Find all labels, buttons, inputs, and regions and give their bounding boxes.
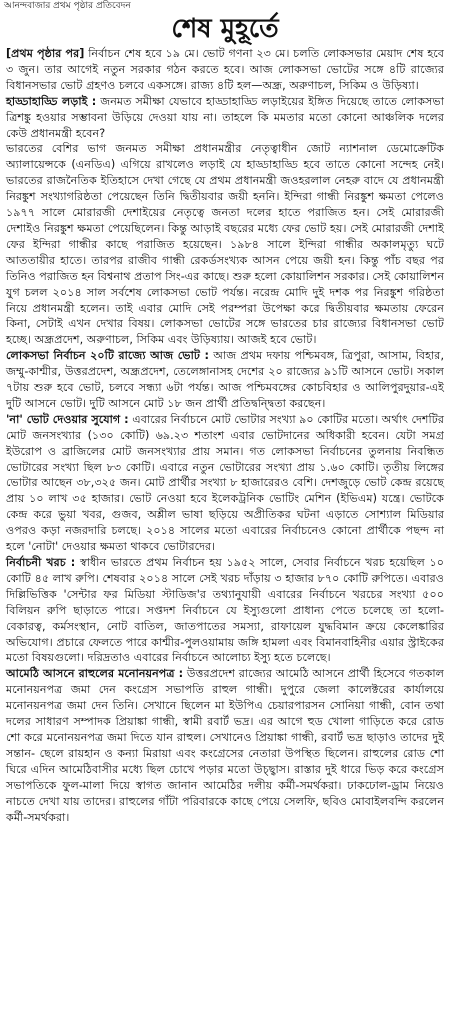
paragraph-todays-vote [6,348,444,412]
paragraph-history [6,141,444,348]
paragraph-text: জনমত সমীক্ষা যেভাবে হাড্ডাহাড্ডি লড়াইয়ের ইঙ্গিত দিয়েছে তাতে লোকসভা ত্রিশঙ্কু হওয়ার সম্ভাবনা উড়িয়ে দেওয়া যায় না। তাহলে কি মমতার মতো কোনো আঞ্চলিক দলের কেউ প্রধানমন্ত্রী হবেন? [6,94,444,140]
paragraph-amethi [6,666,444,825]
paragraph-text: উত্তরপ্রদেশ রাজ্যের আমেঠি আসনে প্রার্থী হিসেবে গতকাল মনোনয়নপত্র জমা দেন কংগ্রেস সভাপতি রাহুল গান্ধী। দুপুরে জেলা কালেক্টরের কার্যালয়ে মনোনয়নপত্র জমা দেন তিনি। সেখানে ছিলেন মা ইউপিএ চেয়ারপারসন সোনিয়া গান্ধী, বোন তথা দলের সাধারণ সম্পাদক প্রিয়াঙ্কা গান্ধী, স্বামী রবার্ট ভদ্র। এর আগে হুড খোলা গাড়িতে করে রোড শো করে মনোনয়নপত্র জমা দিতে যান রাহুল। সেখানেও প্রিয়াঙ্কা গান্ধী, রবার্ট ভদ্র ছাড়াও তাদের দুই সন্তান- ছেলে রায়হান ও কন্যা মিরায়া এবং কংগ্রেসের নেতারা উপস্থিত ছিলেন। রাহুলের রোড শো ঘিরে এদিন আমেঠিবাসীর মধ্যে ছিল চোখে পড়ার মতো উচ্ছ্বাস। রাস্তার দুই ধারে ভিড় করে কংগ্রেস সভাপতিকে ফুল-মালা দিয়ে স্বাগত জানান আমেঠির দলীয় কর্মী-সমর্থকরা। ঢাকঢোল-ড্রাম নিয়েও নাচতে দেখা যায় তাদের। রাহুলের গাঁটা পরিবারকে কাছে পেয়ে সেলফি, ছবিও মোবাইলবন্দি করলেন কর্মী-সমর্থকরা। [6,667,444,824]
top-fragment: আনন্দবাজার প্রথম পৃষ্ঠার প্রতিবেদন [4,1,131,11]
paragraph-intro [6,46,444,94]
paragraph-lead: আমেঠি আসনে রাহুলের মনোনয়নপত্র : [6,667,184,681]
paragraph-nota [6,412,444,555]
paragraph-lead: 'না' ভোট দেওয়ার সুযোগ : [6,412,129,426]
paragraph-lead: লোকসভা নির্বাচন ২০টি রাজ্যে আজ ভোট : [6,349,210,363]
headline: শেষ মুহূর্তে [171,14,279,44]
paragraph-election-cost [6,555,444,666]
paragraph-close-contest [6,94,444,142]
paragraph-lead: [প্রথম পৃষ্ঠার পর] [6,47,85,60]
paragraph-lead: হাড্ডাহাড্ডি লড়াই : [6,94,97,108]
paragraph-text: আজ প্রথম দফায় পশ্চিমবঙ্গ, ত্রিপুরা, আসাম, বিহার, জম্মু-কাশ্মীর, উত্তরপ্রদেশ, অন্ধ্রপ্রদেশ, তেলেঙ্গানাসহ দেশের ২০ রাজ্যের ৯১টি আসনে ভোট। সকাল ৭টায় শুরু হবে ভোট, চলবে সন্ধ্যা ৬টা পর্যন্ত। আজ পশ্চিমবঙ্গের কোচবিহার ও আলিপুরদুয়ার-এই দুটি আসনে ভোট। দুটি আসনে মোট ১৮ জন প্রার্থী প্রতিদ্বন্দ্বিতা করছেন। [6,349,444,410]
paragraph-text: ভারতের বেশির ভাগ জনমত সমীক্ষা প্রধানমন্ত্রীর নেতৃত্বাধীন জোট ন্যাশনাল ডেমোক্রেটিক অ্যালায়েন্সকে (এনডিএ) এগিয়ে রাখলেও লড়াই যে হাড্ডাহাড্ডি হবে তাতে কোনো সন্দেহ নেই। ভারতের রাজনৈতিক ইতিহাসে দেখা গেছে যে প্রথম প্রধানমন্ত্রী জওহরলাল নেহরু বাদে যে প্রধানমন্ত্রী নিরঙ্কুশ সংখ্যাগরিষ্ঠতা পেয়েছেন তিনি দ্বিতীয়বার জয়ী হননি। ইন্দিরা গান্ধী নিরঙ্কুশ ক্ষমতা পেলেও ১৯৭৭ সালে মোরারজী দেশাইয়ের নেতৃত্বে জনতা দলের হাতে পরাজিত হন। সেই মোরারজী দেশাইও নিরঙ্কুশ ক্ষমতা পেয়েছিলেন। কিন্তু আড়াই বছরের মধ্যে ফের ভোট হয়। সেই মোরারজী দেশাই ফের ইন্দিরা গান্ধীর কাছে পরাজিত হয়েছেন। ১৯৮৪ সালে ইন্দিরা গান্ধীর অকালমৃত্যু ঘটে আততায়ীর হাতে। তারপর রাজীব গান্ধী রেকর্ডসংখ্যক আসন পেয়ে জয়ী হন। কিন্তু পাঁচ বছর পর তিনিও পরাজিত হন বিশ্বনাথ প্রতাপ সিং-এর কাছে। শুরু হলো কোয়ালিশন সরকার। সেই কোয়ালিশন যুগ চলল ২০১৪ সাল সর্বশেষ লোকসভা ভোট পর্যন্ত। নরেন্দ্র মোদি দুই দশক পর নিরঙ্কুশ গরিষ্ঠতা নিয়ে প্রধানমন্ত্রী হলেন। তাই এবার মোদি সেই পরম্পরা উপেক্ষা করে দ্বিতীয়বার ক্ষমতায় ফেরেন কিনা, সেটাই এখন দেখার বিষয়। লোকসভা ভোটের সঙ্গে ভারতের চার রাজ্যের বিধানসভা ভোট হচ্ছে। অন্ধ্রপ্রদেশ, অরুণাচল, সিকিম এবং উড়িষ্যায়। আজই হবে ভোট। [6,142,444,347]
paragraph-text: নির্বাচন শেষ হবে ১৯ মে। ভোট গণনা ২৩ মে। চলতি লোকসভার মেয়াদ শেষ হবে ৩ জুন। তার আগেই নতুন সরকার গঠন করতে হবে। আজ লোকসভা ভোটের সঙ্গে ৪টি রাজ্যের বিধানসভার ভোট গ্রহণও চলবে একসঙ্গে। রাজ্য ৪টি হল—অন্ধ্র, অরুণাচল, সিকিম ও উড়িষ্যা। [6,47,444,92]
paragraph-text: স্বাধীন ভারতে প্রথম নির্বাচন হয় ১৯৫২ সালে, সেবার নির্বাচনে খরচ হয়েছিল ১০ কোটি ৪৫ লাখ রুপি। শেষবার ২০১৪ সালে সেই খরচ দাঁড়ায় ৩ হাজার ৮৭০ কোটি রুপিতে। এবারও দিল্লিভিত্তিক 'সেন্টার ফর মিডিয়া স্টাডিজ'র তথ্যানুযায়ী এবারের নির্বাচনে খরচের সংখ্যা ৫০০ বিলিয়ন রুপি ছাড়াতে পারে। সপ্তদশ নির্বাচনে যে ইস্যুগুলো প্রাধান্য পেতে চলেছে তা হলো-বেকারত্ব, কর্মসংস্থান, নোট বাতিল, জাতপাতের সমস্যা, রাফায়েল যুদ্ধবিমান ক্রয়ে কেলেঙ্কারির অভিযোগ। প্রচারে ফেলতে পারে কাশ্মীর-পুলওয়ামায় জঙ্গি হামলা এবং বিমানবাহিনীর এয়ার স্ট্রাইকের মতো বিষয়গুলো। দরিদ্রতাও এবারের নির্বাচনে আলোচ্য ইস্যু হতে চলেছে। [6,556,444,665]
paragraph-lead: নির্বাচনী খরচ : [6,556,76,569]
paragraph-text: এবারের নির্বাচনে মোট ভোটার সংখ্যা ৯০ কোটির মতো। অর্থাৎ দেশটির মোট জনসংখ্যার (১৩০ কোটি) ৬৯.২৩ শতাংশ এবার ভোটদানের অধিকারী হবেন। যেটা সমগ্র ইউরোপ ও ব্রাজিলের মোট জনসংখ্যার প্রায় সমান। গত লোকসভা নির্বাচনের তুলনায় নিবন্ধিত ভোটারের সংখ্যা ছিল ৮৩ কোটি। এবারে নতুন ভোটারের সংখ্যা প্রায় ১.৬০ কোটি। তৃতীয় লিঙ্গের ভোটার আছেন ৩৮,৩২৫ জন। মোট প্রার্থীর সংখ্যা ৮ হাজারেরও বেশি। দেশজুড়ে ভোট কেন্দ্র রয়েছে প্রায় ১০ লাখ ৩৫ হাজার। ভোট নেওয়া হবে ইলেকট্রনিক ভোটিং মেশিন (ইভিএম) যন্ত্রে। ভোটকে কেন্দ্র করে ভুয়া খবর, গুজব, অশ্লীল ভাষা ছড়িয়ে অপ্রীতিকর ঘটনা এড়াতে সোশ্যাল মিডিয়ার ওপরও কড়া নজরদারি চলছে। ২০১৪ সালের মতো এবারের নির্বাচনেও কোনো প্রার্থীকে পছন্দ না হলে 'নোটা' দেওয়ার ক্ষমতা থাকবে ভোটারদের। [6,412,444,554]
article-body [0,46,450,825]
